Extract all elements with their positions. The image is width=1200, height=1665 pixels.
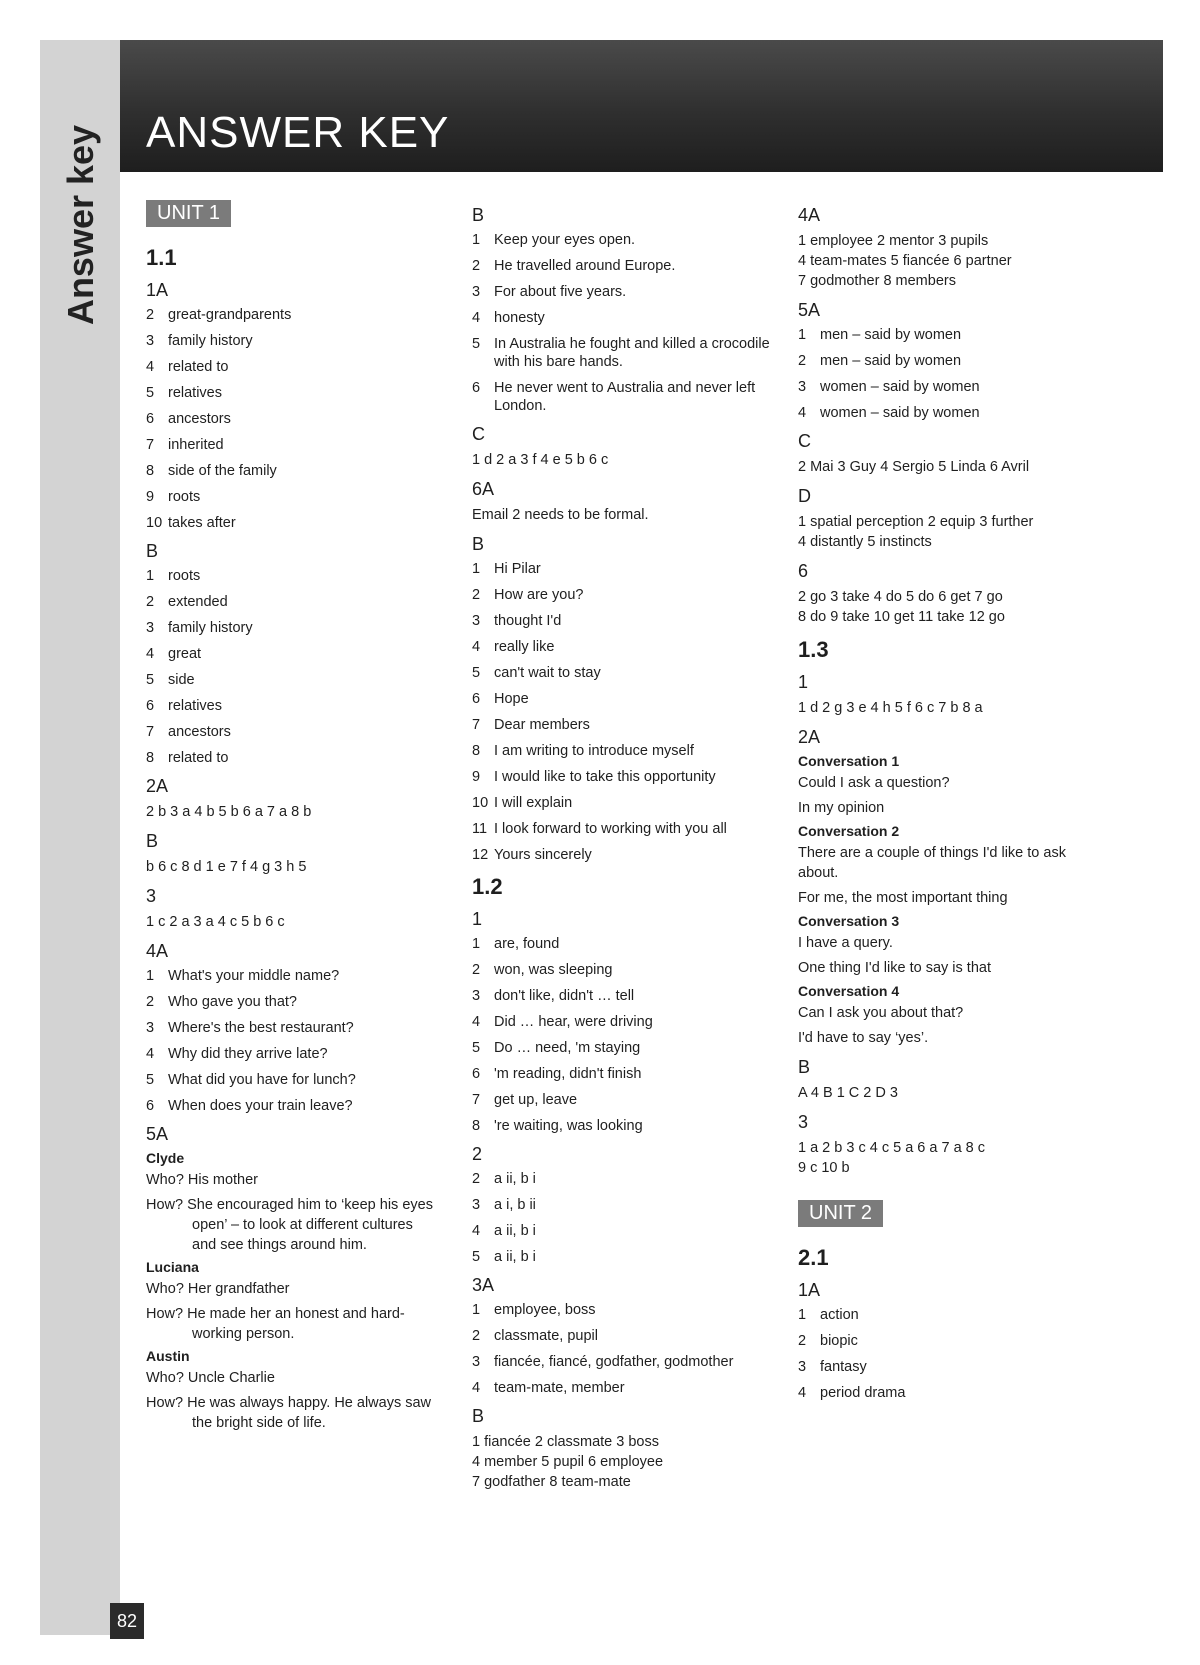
answer-line: 1 a 2 b 3 c 4 c 5 a 6 a 7 a 8 c — [798, 1140, 986, 1156]
answer-item — [146, 671, 436, 689]
answer-list — [146, 567, 436, 767]
answer-item — [472, 1353, 772, 1371]
person-label: Clyde — [146, 1150, 185, 1166]
exercise-heading: B — [472, 205, 485, 225]
answer-item — [146, 1071, 436, 1089]
answer-text: How are you? — [494, 587, 584, 603]
answer-item — [472, 961, 772, 979]
answer-item — [472, 935, 772, 953]
phrase: I have a query. — [798, 935, 893, 951]
answer-text: biopic — [820, 1333, 858, 1349]
answer-text: fantasy — [820, 1359, 867, 1375]
answer-number: 12 — [472, 847, 489, 863]
answer-text: side of the family — [168, 463, 277, 479]
answer-number: 2 — [798, 1333, 807, 1349]
answer-number: 3 — [798, 379, 807, 395]
answer-item — [472, 664, 772, 682]
answer-number: 1 — [472, 561, 481, 577]
answer-text: classmate, pupil — [494, 1328, 598, 1344]
answer-text: He never went to Australia and never left London. — [494, 380, 756, 414]
answer-item — [472, 231, 772, 249]
answer-item — [146, 514, 436, 532]
answer-number: 2 — [146, 307, 155, 323]
answer-text: get up, leave — [494, 1092, 578, 1108]
answer-number: 6 — [146, 698, 155, 714]
exercise-heading: 1 — [472, 909, 483, 929]
answer-item — [472, 379, 772, 415]
answer-line: 2 go 3 take 4 do 5 do 6 get 7 go — [798, 589, 1003, 605]
answer-text: Do … need, 'm staying — [494, 1040, 641, 1056]
answer-item — [146, 593, 436, 611]
answer-number: 3 — [146, 620, 155, 636]
answer-number: 10 — [472, 795, 489, 811]
answer-line: 1 fiancée 2 classmate 3 boss — [472, 1434, 659, 1450]
answer-item — [472, 560, 772, 578]
answer-item — [472, 1117, 772, 1135]
answer-number: 1 — [472, 232, 481, 248]
answer-text: roots — [168, 568, 201, 584]
answer-line: 9 c 10 b — [798, 1160, 850, 1176]
answer-line: 2 b 3 a 4 b 5 b 6 a 7 a 8 b — [146, 804, 312, 820]
answer-number: 4 — [798, 1385, 807, 1401]
answer-text: thought I'd — [494, 613, 562, 629]
answer-item — [146, 462, 436, 480]
answer-number: 9 — [472, 769, 481, 785]
phrase: In my opinion — [798, 800, 885, 816]
answer-number: 2 — [798, 353, 807, 369]
answer-item — [472, 335, 772, 371]
exercise-heading: 6 — [798, 561, 809, 581]
answer-text: women – said by women — [820, 405, 980, 421]
sidebar-title-box — [46, 115, 116, 335]
answer-number: 7 — [472, 1092, 481, 1108]
exercise-heading: B — [146, 831, 159, 851]
answer-number: 3 — [472, 284, 481, 300]
exercise-heading: B — [798, 1057, 811, 1077]
answer-number: 1 — [798, 327, 807, 343]
answer-item — [146, 567, 436, 585]
who-answer: Who? Her grandfather — [146, 1281, 290, 1297]
how-answer: How? He was always happy. He always saw the bright side of life. — [146, 1395, 432, 1431]
answer-number: 6 — [472, 691, 481, 707]
answer-list — [472, 560, 772, 864]
answer-list — [472, 1301, 772, 1397]
answer-item — [472, 716, 772, 734]
answer-item — [798, 1384, 1098, 1402]
answer-line: 8 do 9 take 10 get 11 take 12 go — [798, 609, 1005, 625]
answer-item — [472, 309, 772, 327]
answer-line: 4 team-mates 5 fiancée 6 partner — [798, 253, 1012, 269]
answer-number: 1 — [146, 968, 155, 984]
answer-text: He travelled around Europe. — [494, 258, 676, 274]
answer-line: A 4 B 1 C 2 D 3 — [798, 1085, 898, 1101]
answer-text: Did … hear, were driving — [494, 1014, 653, 1030]
phrase: Could I ask a question? — [798, 775, 950, 791]
answer-number: 5 — [472, 665, 481, 681]
answer-item — [472, 742, 772, 760]
answer-item — [472, 612, 772, 630]
answer-number: 5 — [472, 1040, 481, 1056]
page-number: 82 — [110, 1603, 144, 1639]
answer-text: Keep your eyes open. — [494, 232, 636, 248]
answer-list — [798, 326, 1098, 422]
answer-text: period drama — [820, 1385, 906, 1401]
answer-text: relatives — [168, 385, 222, 401]
exercise-heading: 5A — [146, 1124, 169, 1144]
answer-text: For about five years. — [494, 284, 627, 300]
answer-text: Who gave you that? — [168, 994, 297, 1010]
exercise-heading: 4A — [146, 941, 169, 961]
answer-list — [472, 1170, 772, 1266]
answer-number: 4 — [472, 1014, 481, 1030]
answer-item — [798, 378, 1098, 396]
answer-list — [146, 306, 436, 532]
answer-number: 2 — [472, 587, 481, 603]
how-answer: How? She encouraged him to ‘keep his eyes open’ – to look at different cultures and see things around him. — [146, 1197, 433, 1253]
exercise-heading: 3A — [472, 1275, 495, 1295]
answer-text: takes after — [168, 515, 236, 531]
answer-item — [146, 619, 436, 637]
answer-text: Dear members — [494, 717, 590, 733]
sidebar-title: Answer key — [60, 124, 102, 326]
answer-text: can't wait to stay — [494, 665, 601, 681]
answer-number: 1 — [472, 1302, 481, 1318]
section-heading: 1.2 — [472, 874, 503, 899]
answer-text: I will explain — [494, 795, 573, 811]
answer-number: 4 — [146, 359, 155, 375]
answer-number: 5 — [146, 672, 155, 688]
conversation-label: Conversation 3 — [798, 913, 900, 929]
answer-item — [146, 1019, 436, 1037]
answer-number: 2 — [472, 962, 481, 978]
answer-number: 4 — [472, 1380, 481, 1396]
answer-item — [472, 1065, 772, 1083]
answer-item — [146, 967, 436, 985]
answer-list — [472, 935, 772, 1135]
answer-text: are, found — [494, 936, 560, 952]
answer-number: 4 — [472, 639, 481, 655]
exercise-heading: 1A — [798, 1280, 821, 1300]
sidebar — [40, 40, 138, 1635]
answer-text: family history — [168, 620, 253, 636]
answer-item — [472, 820, 772, 838]
answer-text: relatives — [168, 698, 222, 714]
exercise-heading: 2 — [472, 1144, 483, 1164]
answer-text: side — [168, 672, 195, 688]
conversation-label: Conversation 1 — [798, 753, 900, 769]
answer-number: 8 — [146, 463, 155, 479]
answer-list — [798, 1306, 1098, 1402]
answer-text: I look forward to working with you all — [494, 821, 727, 837]
answer-item — [472, 283, 772, 301]
answer-text: really like — [494, 639, 555, 655]
answer-text: Where's the best restaurant? — [168, 1020, 354, 1036]
answer-item — [146, 645, 436, 663]
answer-text: In Australia he fought and killed a crocodile with his bare hands. — [494, 336, 770, 370]
answer-item — [472, 987, 772, 1005]
answer-line: 1 employee 2 mentor 3 pupils — [798, 233, 989, 249]
answer-item — [472, 1170, 772, 1188]
answer-list — [146, 967, 436, 1115]
answer-text: 'm reading, didn't finish — [494, 1066, 642, 1082]
phrase: For me, the most important thing — [798, 890, 1008, 906]
unit-badge: UNIT 2 — [798, 1200, 883, 1227]
exercise-heading: D — [798, 486, 811, 506]
phrase: There are a couple of things I'd like to ask about. — [798, 845, 1066, 881]
exercise-heading: 1 — [798, 672, 809, 692]
column-2 — [472, 196, 772, 1497]
exercise-heading: 4A — [798, 205, 821, 225]
answer-text: 're waiting, was looking — [494, 1118, 643, 1134]
answer-line: 4 distantly 5 instincts — [798, 534, 932, 550]
answer-text: a i, b ii — [494, 1197, 536, 1213]
answer-text: Why did they arrive late? — [168, 1046, 328, 1062]
answer-item — [472, 638, 772, 656]
answer-number: 5 — [472, 1249, 481, 1265]
who-answer: Who? Uncle Charlie — [146, 1370, 275, 1386]
answer-number: 3 — [472, 988, 481, 1004]
answer-line: 1 c 2 a 3 a 4 c 5 b 6 c — [146, 914, 285, 930]
answer-item — [472, 257, 772, 275]
answer-line: b 6 c 8 d 1 e 7 f 4 g 3 h 5 — [146, 859, 307, 875]
answer-text: family history — [168, 333, 253, 349]
answer-text: related to — [168, 359, 229, 375]
answer-number: 3 — [472, 1197, 481, 1213]
answer-number: 2 — [146, 594, 155, 610]
answer-text: men – said by women — [820, 327, 962, 343]
answer-item — [472, 768, 772, 786]
answer-text: I am writing to introduce myself — [494, 743, 694, 759]
phrase: One thing I'd like to say is that — [798, 960, 991, 976]
exercise-heading: C — [472, 424, 485, 444]
answer-number: 3 — [146, 333, 155, 349]
answer-item — [472, 1196, 772, 1214]
exercise-heading: B — [472, 534, 485, 554]
answer-number: 5 — [146, 1072, 155, 1088]
answer-text: What did you have for lunch? — [168, 1072, 356, 1088]
section-heading: 2.1 — [798, 1245, 829, 1270]
answer-number: 3 — [472, 1354, 481, 1370]
answer-item — [146, 358, 436, 376]
answer-item — [146, 436, 436, 454]
answer-text: ancestors — [168, 724, 231, 740]
answer-number: 2 — [472, 1171, 481, 1187]
answer-item — [472, 1248, 772, 1266]
answer-number: 8 — [472, 743, 481, 759]
answer-item — [146, 332, 436, 350]
answer-item — [146, 1097, 436, 1115]
answer-line: 1 d 2 a 3 f 4 e 5 b 6 c — [472, 452, 609, 468]
answer-number: 1 — [472, 936, 481, 952]
answer-number: 7 — [146, 724, 155, 740]
answer-item — [146, 1045, 436, 1063]
answer-text: a ii, b i — [494, 1171, 536, 1187]
answer-item — [146, 723, 436, 741]
person-label: Austin — [146, 1348, 190, 1364]
phrase: Can I ask you about that? — [798, 1005, 964, 1021]
answer-item — [472, 1379, 772, 1397]
exercise-heading: B — [472, 1406, 485, 1426]
answer-text: Hope — [494, 691, 529, 707]
answer-item — [798, 1306, 1098, 1324]
answer-item — [798, 326, 1098, 344]
answer-item — [472, 1039, 772, 1057]
phrase: I'd have to say ‘yes’. — [798, 1030, 929, 1046]
answer-number: 7 — [472, 717, 481, 733]
answer-item — [146, 306, 436, 324]
answer-number: 4 — [146, 646, 155, 662]
who-answer: Who? His mother — [146, 1172, 259, 1188]
answer-item — [146, 749, 436, 767]
section-heading: 1.3 — [798, 637, 829, 662]
answer-text: women – said by women — [820, 379, 980, 395]
conversation-label: Conversation 4 — [798, 983, 900, 999]
answer-text: a ii, b i — [494, 1249, 536, 1265]
answer-number: 3 — [472, 613, 481, 629]
column-3 — [798, 196, 1098, 1410]
answer-text: extended — [168, 594, 228, 610]
answer-text: I would like to take this opportunity — [494, 769, 716, 785]
exercise-heading: 6A — [472, 479, 495, 499]
answer-item — [472, 586, 772, 604]
answer-text: employee, boss — [494, 1302, 596, 1318]
answer-list — [472, 231, 772, 415]
answer-line: 4 member 5 pupil 6 employee — [472, 1454, 664, 1470]
answer-text: roots — [168, 489, 201, 505]
exercise-heading: 3 — [146, 886, 157, 906]
answer-text: fiancée, fiancé, godfather, godmother — [494, 1354, 734, 1370]
exercise-heading: 2A — [798, 727, 821, 747]
answer-number: 3 — [798, 1359, 807, 1375]
answer-number: 1 — [146, 568, 155, 584]
answer-number: 4 — [472, 1223, 481, 1239]
answer-number: 6 — [146, 1098, 155, 1114]
answer-item — [798, 1332, 1098, 1350]
exercise-heading: 1A — [146, 280, 169, 300]
answer-item — [472, 690, 772, 708]
answer-item — [146, 697, 436, 715]
answer-item — [472, 1222, 772, 1240]
answer-number: 2 — [146, 994, 155, 1010]
answer-text: action — [820, 1307, 859, 1323]
section-heading: 1.1 — [146, 245, 177, 270]
answer-text: Hi Pilar — [494, 561, 541, 577]
answer-item — [472, 794, 772, 812]
answer-number: 2 — [472, 1328, 481, 1344]
exercise-heading: 5A — [798, 300, 821, 320]
exercise-heading: B — [146, 541, 159, 561]
answer-text: won, was sleeping — [494, 962, 613, 978]
answer-item — [472, 846, 772, 864]
exercise-heading: C — [798, 431, 811, 451]
how-answer: How? He made her an honest and hard-working person. — [146, 1306, 405, 1342]
answer-text: men – said by women — [820, 353, 962, 369]
exercise-heading: 3 — [798, 1112, 809, 1132]
answer-number: 6 — [472, 380, 481, 396]
answer-number: 6 — [146, 411, 155, 427]
answer-number: 11 — [472, 821, 488, 837]
answer-item — [146, 384, 436, 402]
answer-item — [146, 993, 436, 1011]
answer-text: Yours sincerely — [494, 847, 592, 863]
answer-number: 8 — [472, 1118, 481, 1134]
answer-number: 9 — [146, 489, 155, 505]
answer-text: ancestors — [168, 411, 231, 427]
answer-number: 5 — [472, 336, 481, 352]
answer-text: don't like, didn't … tell — [494, 988, 635, 1004]
answer-number: 1 — [798, 1307, 807, 1323]
unit-badge: UNIT 1 — [146, 200, 231, 227]
answer-text: When does your train leave? — [168, 1098, 353, 1114]
answer-line: 1 d 2 g 3 e 4 h 5 f 6 c 7 b 8 a — [798, 700, 983, 716]
answer-text: honesty — [494, 310, 545, 326]
answer-item — [472, 1013, 772, 1031]
conversation-label: Conversation 2 — [798, 823, 900, 839]
answer-text: a ii, b i — [494, 1223, 536, 1239]
answer-number: 7 — [146, 437, 155, 453]
answer-number: 4 — [146, 1046, 155, 1062]
page-title: ANSWER KEY — [146, 108, 450, 157]
exercise-heading: 2A — [146, 776, 169, 796]
answer-number: 8 — [146, 750, 155, 766]
answer-item — [798, 404, 1098, 422]
answer-number: 2 — [472, 258, 481, 274]
answer-text: great-grandparents — [168, 307, 292, 323]
answer-line: 2 Mai 3 Guy 4 Sergio 5 Linda 6 Avril — [798, 459, 1030, 475]
answer-text: team-mate, member — [494, 1380, 625, 1396]
answer-item — [472, 1301, 772, 1319]
person-label: Luciana — [146, 1259, 199, 1275]
answer-item — [798, 1358, 1098, 1376]
answer-item — [146, 488, 436, 506]
answer-item — [798, 352, 1098, 370]
answer-text: great — [168, 646, 202, 662]
answer-number: 4 — [798, 405, 807, 421]
answer-text: related to — [168, 750, 229, 766]
answer-item — [472, 1091, 772, 1109]
column-1 — [146, 196, 436, 1437]
answer-number: 5 — [146, 385, 155, 401]
answer-number: 6 — [472, 1066, 481, 1082]
answer-number: 10 — [146, 515, 163, 531]
answer-line: 7 godmother 8 members — [798, 273, 956, 289]
answer-text: What's your middle name? — [168, 968, 340, 984]
answer-line: 7 godfather 8 team-mate — [472, 1474, 631, 1490]
answer-text: inherited — [168, 437, 224, 453]
answer-number: 4 — [472, 310, 481, 326]
answer-item — [146, 410, 436, 428]
answer-number: 3 — [146, 1020, 155, 1036]
answer-item — [472, 1327, 772, 1345]
answer-line: 1 spatial perception 2 equip 3 further — [798, 514, 1034, 530]
answer-line: Email 2 needs to be formal. — [472, 507, 649, 523]
